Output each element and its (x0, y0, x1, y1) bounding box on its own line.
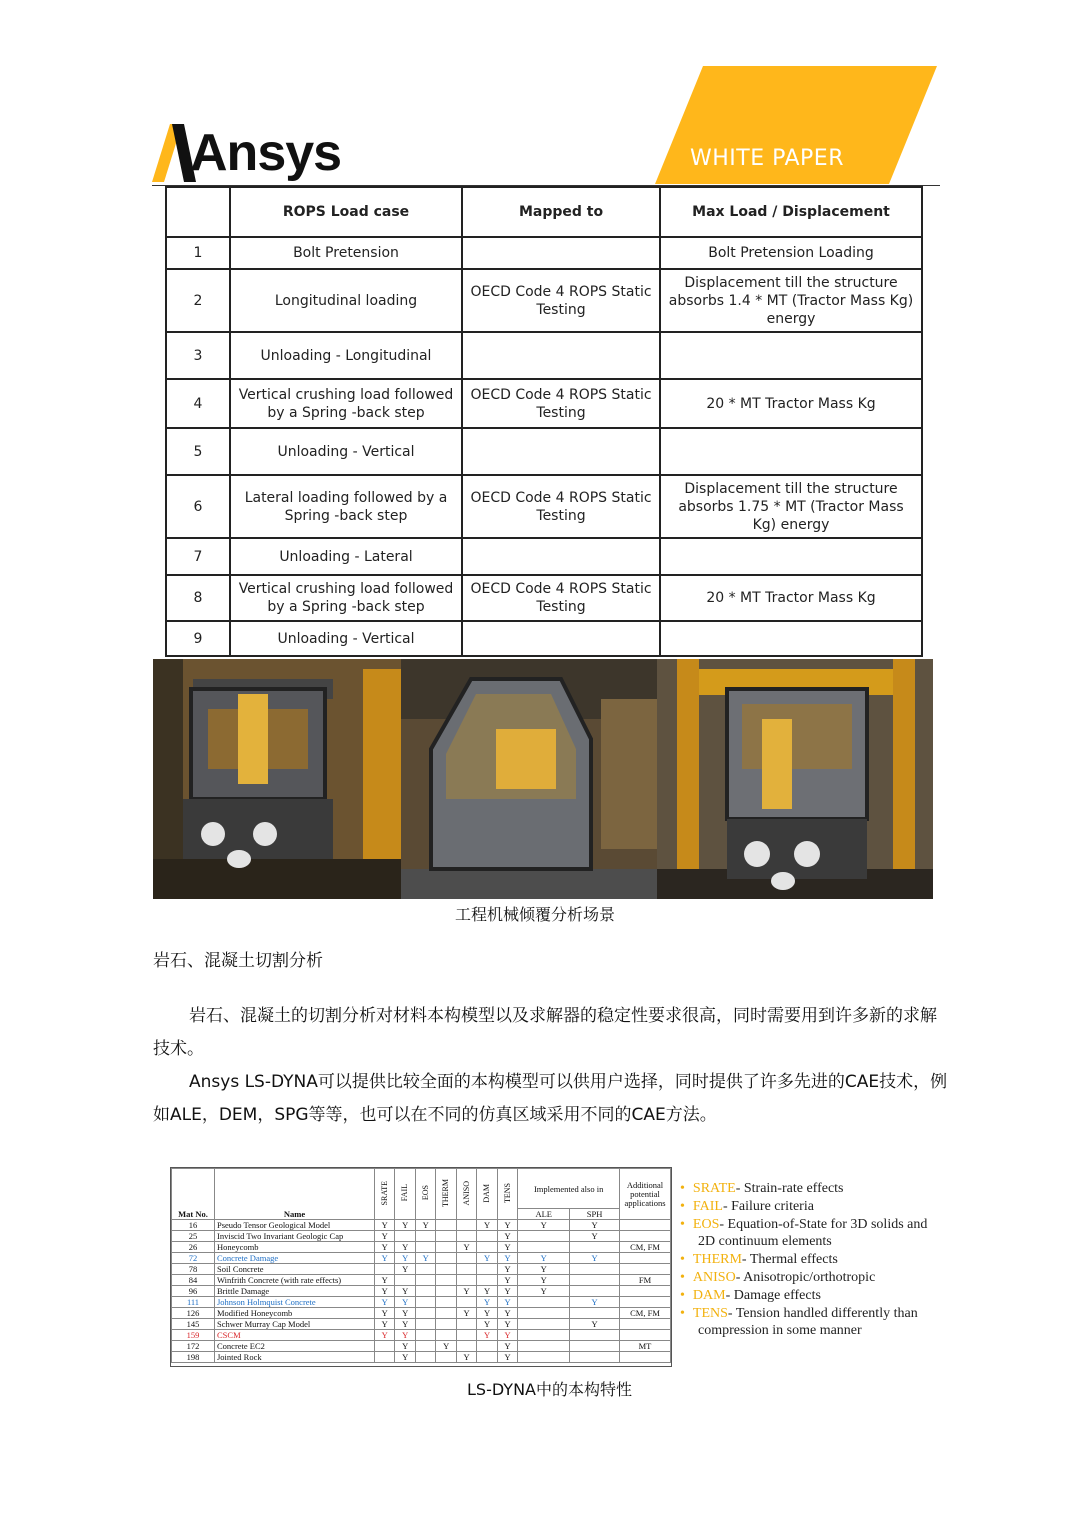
flag-cell: Y (395, 1242, 415, 1253)
mat-no: 96 (172, 1286, 215, 1297)
mapped-to (462, 538, 660, 575)
max-load (660, 621, 922, 656)
legend-text: - Strain-rate effects (735, 1181, 844, 1196)
legend-text: - Tension handled differently than compression in some manner (698, 1305, 918, 1339)
flag-cell (456, 1275, 476, 1286)
ale-cell (518, 1319, 570, 1330)
table-row (166, 621, 922, 656)
mat-name: Inviscid Two Invariant Geologic Cap (215, 1231, 375, 1242)
flag-cell (436, 1319, 456, 1330)
mat-no: 26 (172, 1242, 215, 1253)
ale-cell: Y (518, 1220, 570, 1231)
mat-no: 145 (172, 1319, 215, 1330)
flag-cell: Y (375, 1319, 395, 1330)
paragraph-2: Ansys LS-DYNA可以提供比较全面的本构模型可以供用户选择，同时提供了许多先进的CAE技术，例如ALE，DEM，SPG等等，也可以在不同的仿真区域采用不同的CAE方法。 (153, 1072, 948, 1125)
logo-text: Ansys (190, 124, 342, 182)
flag-cell: Y (375, 1275, 395, 1286)
row-number: 2 (166, 269, 230, 332)
flag-header: FAIL (395, 1169, 415, 1220)
ale-header: ALE (518, 1209, 570, 1220)
ale-cell (518, 1231, 570, 1242)
flag-header: SRATE (375, 1169, 395, 1220)
app-cell (620, 1330, 671, 1341)
bullet-icon: • (680, 1269, 685, 1285)
flag-cell (456, 1341, 476, 1352)
app-cell (620, 1319, 671, 1330)
flag-cell: Y (395, 1297, 415, 1308)
flag-cell (415, 1275, 435, 1286)
app-cell (620, 1286, 671, 1297)
max-load: Displacement till the structure absorbs 1.75 * MT (Tractor Mass Kg) energy (660, 475, 922, 538)
flag-cell (436, 1264, 456, 1275)
flag-cell: Y (477, 1330, 497, 1341)
mat-no: 78 (172, 1264, 215, 1275)
name-header: Name (215, 1169, 375, 1220)
row-number: 1 (166, 237, 230, 269)
mapped-to (462, 332, 660, 379)
flag-cell (375, 1341, 395, 1352)
flag-cell (415, 1352, 435, 1363)
flag-cell (436, 1253, 456, 1264)
additional-header: Additional potential applications (620, 1169, 671, 1220)
sph-cell (570, 1275, 620, 1286)
mat-row (172, 1220, 671, 1231)
flag-cell: Y (415, 1220, 435, 1231)
flag-cell (415, 1297, 435, 1308)
load-case: Bolt Pretension (230, 237, 462, 269)
load-case: Vertical crushing load followed by a Spring -back step (230, 379, 462, 428)
mapped-to: OECD Code 4 ROPS Static Testing (462, 379, 660, 428)
mat-name: Pseudo Tensor Geological Model (215, 1220, 375, 1231)
legend-text: - Anisotropic/orthotropic (735, 1269, 876, 1285)
flag-cell (456, 1220, 476, 1231)
mapped-to (462, 237, 660, 269)
flag-header: THERM (436, 1169, 456, 1220)
legend-item (680, 1305, 930, 1341)
material-legend (680, 1180, 930, 1340)
sph-cell: Y (570, 1231, 620, 1242)
legend-key: THERM (692, 1252, 742, 1268)
mapped-to (462, 621, 660, 656)
sph-cell: Y (570, 1253, 620, 1264)
max-load: 20 * MT Tractor Mass Kg (660, 379, 922, 428)
table-row (166, 538, 922, 575)
flag-header: ANISO (456, 1169, 476, 1220)
rops-cab-photo-angle (401, 659, 657, 899)
load-case: Longitudinal loading (230, 269, 462, 332)
mapped-to: OECD Code 4 ROPS Static Testing (462, 475, 660, 538)
flag-cell: Y (375, 1253, 395, 1264)
table-row (166, 475, 922, 538)
flag-cell: Y (497, 1297, 517, 1308)
mat-no: 84 (172, 1275, 215, 1286)
mat-no: 25 (172, 1231, 215, 1242)
paragraph-1: 岩石、混凝土的切割分析对材料本构模型以及求解器的稳定性要求很高，同时需要用到许多新的求解技术。 (153, 1006, 937, 1059)
header-cell: ROPS Load case (230, 187, 462, 237)
rops-cab-photo-back (657, 659, 933, 899)
flag-cell: Y (395, 1319, 415, 1330)
flag-cell (477, 1352, 497, 1363)
bullet-icon: • (680, 1198, 685, 1214)
photo-caption: 工程机械倾覆分析场景 (455, 905, 616, 924)
mat-row (172, 1242, 671, 1253)
flag-cell: Y (456, 1352, 476, 1363)
flag-cell: Y (477, 1220, 497, 1231)
flag-cell (436, 1220, 456, 1231)
flag-cell: Y (456, 1286, 476, 1297)
row-number: 5 (166, 428, 230, 475)
mat-row (172, 1319, 671, 1330)
flag-cell (415, 1330, 435, 1341)
app-cell: MT (620, 1341, 671, 1352)
mat-name: Winfrith Concrete (with rate effects) (215, 1275, 375, 1286)
ale-cell (518, 1297, 570, 1308)
flag-header: DAM (477, 1169, 497, 1220)
rops-photo-strip (153, 659, 933, 899)
flag-cell: Y (497, 1253, 517, 1264)
legend-text: - Equation-of-State for 3D solids and 2D continuum elements (698, 1216, 928, 1250)
max-load: Bolt Pretension Loading (660, 237, 922, 269)
flag-cell: Y (477, 1253, 497, 1264)
mat-row (172, 1297, 671, 1308)
mat-no: 198 (172, 1352, 215, 1363)
flag-cell (395, 1231, 415, 1242)
mat-row (172, 1253, 671, 1264)
legend-key: SRATE (692, 1181, 736, 1196)
flag-cell (456, 1297, 476, 1308)
flag-cell (477, 1341, 497, 1352)
flag-cell: Y (375, 1308, 395, 1319)
sph-cell (570, 1330, 620, 1341)
mat-no: 16 (172, 1220, 215, 1231)
flag-cell (477, 1242, 497, 1253)
flag-cell (436, 1308, 456, 1319)
flag-cell: Y (375, 1242, 395, 1253)
load-case: Unloading - Vertical (230, 621, 462, 656)
ale-cell: Y (518, 1253, 570, 1264)
flag-cell: Y (395, 1286, 415, 1297)
ansys-logo (152, 118, 341, 188)
load-case: Unloading - Longitudinal (230, 332, 462, 379)
flag-cell (456, 1231, 476, 1242)
mat-name: Schwer Murray Cap Model (215, 1319, 375, 1330)
table-row (166, 428, 922, 475)
flag-cell (436, 1231, 456, 1242)
mat-name: Jointed Rock (215, 1352, 375, 1363)
flag-cell (436, 1286, 456, 1297)
sph-header: SPH (570, 1209, 620, 1220)
mat-row (172, 1264, 671, 1275)
flag-cell: Y (497, 1220, 517, 1231)
flag-cell: Y (395, 1341, 415, 1352)
mapped-to (462, 428, 660, 475)
table-row (166, 269, 922, 332)
banner-text: WHITE PAPER (690, 146, 844, 171)
mat-name: CSCM (215, 1330, 375, 1341)
flag-cell (415, 1264, 435, 1275)
table-row (166, 237, 922, 269)
flag-cell: Y (456, 1308, 476, 1319)
max-load: 20 * MT Tractor Mass Kg (660, 575, 922, 621)
sph-cell: Y (570, 1319, 620, 1330)
flag-cell (415, 1341, 435, 1352)
row-number: 8 (166, 575, 230, 621)
flag-cell: Y (497, 1242, 517, 1253)
sph-cell (570, 1308, 620, 1319)
flag-cell: Y (456, 1242, 476, 1253)
app-cell: FM (620, 1275, 671, 1286)
app-cell (620, 1253, 671, 1264)
mapped-to: OECD Code 4 ROPS Static Testing (462, 575, 660, 621)
mat-row (172, 1308, 671, 1319)
app-cell: CM, FM (620, 1308, 671, 1319)
header-cell: Mapped to (462, 187, 660, 237)
legend-text: - Failure criteria (722, 1198, 814, 1214)
bullet-icon: • (680, 1181, 685, 1196)
row-number: 6 (166, 475, 230, 538)
flag-cell (436, 1275, 456, 1286)
legend-item (680, 1269, 930, 1287)
sph-cell (570, 1242, 620, 1253)
mat-name: Honeycomb (215, 1242, 375, 1253)
flag-cell (415, 1242, 435, 1253)
flag-cell: Y (477, 1319, 497, 1330)
sph-cell (570, 1264, 620, 1275)
mat-row (172, 1352, 671, 1363)
legend-key: DAM (692, 1287, 726, 1303)
flag-header: EOS (415, 1169, 435, 1220)
legend-text: - Damage effects (725, 1287, 821, 1303)
mat-row (172, 1286, 671, 1297)
legend-key: ANISO (692, 1269, 736, 1285)
ale-cell (518, 1242, 570, 1253)
flag-cell (456, 1264, 476, 1275)
ale-cell: Y (518, 1264, 570, 1275)
row-number: 3 (166, 332, 230, 379)
legend-item (680, 1180, 930, 1198)
mat-no: 159 (172, 1330, 215, 1341)
mat-name: Concrete Damage (215, 1253, 375, 1264)
section-title: 岩石、混凝土切割分析 (153, 951, 323, 971)
ale-cell: Y (518, 1275, 570, 1286)
mat-no: 111 (172, 1297, 215, 1308)
mat-no: 72 (172, 1253, 215, 1264)
table-row (166, 332, 922, 379)
flag-cell: Y (395, 1264, 415, 1275)
rops-cab-photo-front (153, 659, 401, 899)
flag-cell: Y (395, 1352, 415, 1363)
flag-cell: Y (477, 1286, 497, 1297)
app-cell (620, 1297, 671, 1308)
flag-cell (415, 1308, 435, 1319)
header-cell (166, 187, 230, 237)
flag-cell: Y (477, 1308, 497, 1319)
sph-cell (570, 1352, 620, 1363)
flag-cell: Y (375, 1330, 395, 1341)
mat-caption: LS-DYNA中的本构特性 (467, 1380, 632, 1399)
flag-cell: Y (415, 1253, 435, 1264)
flag-cell: Y (497, 1319, 517, 1330)
flag-cell: Y (375, 1220, 395, 1231)
legend-key: EOS (692, 1216, 720, 1232)
mat-row (172, 1330, 671, 1341)
flag-cell: Y (395, 1308, 415, 1319)
flag-cell (436, 1330, 456, 1341)
flag-cell: Y (497, 1231, 517, 1242)
app-cell (620, 1231, 671, 1242)
ale-cell (518, 1341, 570, 1352)
mat-no: 172 (172, 1341, 215, 1352)
header-cell: Max Load / Displacement (660, 187, 922, 237)
implemented-header: Implemented also in (518, 1169, 620, 1209)
flag-cell (436, 1352, 456, 1363)
flag-cell (456, 1330, 476, 1341)
row-number: 4 (166, 379, 230, 428)
flag-cell: Y (497, 1275, 517, 1286)
max-load (660, 428, 922, 475)
ale-cell (518, 1330, 570, 1341)
mat-name: Johnson Holmquist Concrete (215, 1297, 375, 1308)
load-case: Unloading - Vertical (230, 428, 462, 475)
row-number: 9 (166, 621, 230, 656)
flag-cell: Y (375, 1286, 395, 1297)
sph-cell: Y (570, 1297, 620, 1308)
flag-cell (375, 1352, 395, 1363)
material-properties-table (170, 1167, 672, 1367)
flag-cell (436, 1242, 456, 1253)
max-load (660, 538, 922, 575)
bullet-icon: • (680, 1216, 685, 1232)
legend-item (680, 1251, 930, 1269)
flag-cell: Y (436, 1341, 456, 1352)
legend-item (680, 1287, 930, 1305)
flag-cell (415, 1231, 435, 1242)
legend-key: FAIL (692, 1198, 723, 1214)
flag-cell (375, 1264, 395, 1275)
flag-cell: Y (375, 1297, 395, 1308)
app-cell: CM, FM (620, 1242, 671, 1253)
flag-header: TENS (497, 1169, 517, 1220)
mapped-to: OECD Code 4 ROPS Static Testing (462, 269, 660, 332)
legend-item (680, 1198, 930, 1216)
legend-text: - Thermal effects (741, 1252, 838, 1268)
max-load (660, 332, 922, 379)
flag-cell: Y (395, 1253, 415, 1264)
flag-cell (477, 1231, 497, 1242)
flag-cell (395, 1275, 415, 1286)
flag-cell (436, 1297, 456, 1308)
mat-no: 126 (172, 1308, 215, 1319)
load-case: Unloading - Lateral (230, 538, 462, 575)
load-case: Lateral loading followed by a Spring -back step (230, 475, 462, 538)
ale-cell (518, 1352, 570, 1363)
app-cell (620, 1220, 671, 1231)
mat-name: Modified Honeycomb (215, 1308, 375, 1319)
max-load: Displacement till the structure absorbs 1.4 * MT (Tractor Mass Kg) energy (660, 269, 922, 332)
table-header-row (166, 187, 922, 237)
legend-key: TENS (692, 1305, 728, 1321)
mat-name: Concrete EC2 (215, 1341, 375, 1352)
bullet-icon: • (680, 1287, 685, 1303)
rops-load-table (165, 186, 923, 657)
flag-cell (415, 1319, 435, 1330)
flag-cell: Y (497, 1341, 517, 1352)
bullet-icon: • (680, 1305, 685, 1321)
sph-cell (570, 1286, 620, 1297)
flag-cell: Y (497, 1308, 517, 1319)
mat-no-header: Mat No. (172, 1169, 215, 1220)
legend-item (680, 1216, 930, 1252)
flag-cell: Y (497, 1286, 517, 1297)
mat-header-row (172, 1169, 671, 1209)
app-cell (620, 1264, 671, 1275)
table-row (166, 379, 922, 428)
ale-cell (518, 1308, 570, 1319)
mat-row (172, 1341, 671, 1352)
flag-cell (456, 1253, 476, 1264)
sph-cell: Y (570, 1220, 620, 1231)
flag-cell: Y (477, 1297, 497, 1308)
flag-cell: Y (497, 1352, 517, 1363)
flag-cell: Y (497, 1330, 517, 1341)
ale-cell: Y (518, 1286, 570, 1297)
flag-cell: Y (395, 1220, 415, 1231)
row-number: 7 (166, 538, 230, 575)
flag-cell (477, 1264, 497, 1275)
bullet-icon: • (680, 1252, 685, 1268)
flag-cell (415, 1286, 435, 1297)
app-cell (620, 1352, 671, 1363)
load-case: Vertical crushing load followed by a Spring -back step (230, 575, 462, 621)
mat-name: Brittle Damage (215, 1286, 375, 1297)
flag-cell: Y (375, 1231, 395, 1242)
flag-cell: Y (497, 1264, 517, 1275)
mat-row (172, 1231, 671, 1242)
mat-row (172, 1275, 671, 1286)
mat-name: Soil Concrete (215, 1264, 375, 1275)
flag-cell (477, 1275, 497, 1286)
flag-cell (456, 1319, 476, 1330)
sph-cell (570, 1341, 620, 1352)
flag-cell: Y (395, 1330, 415, 1341)
table-row (166, 575, 922, 621)
